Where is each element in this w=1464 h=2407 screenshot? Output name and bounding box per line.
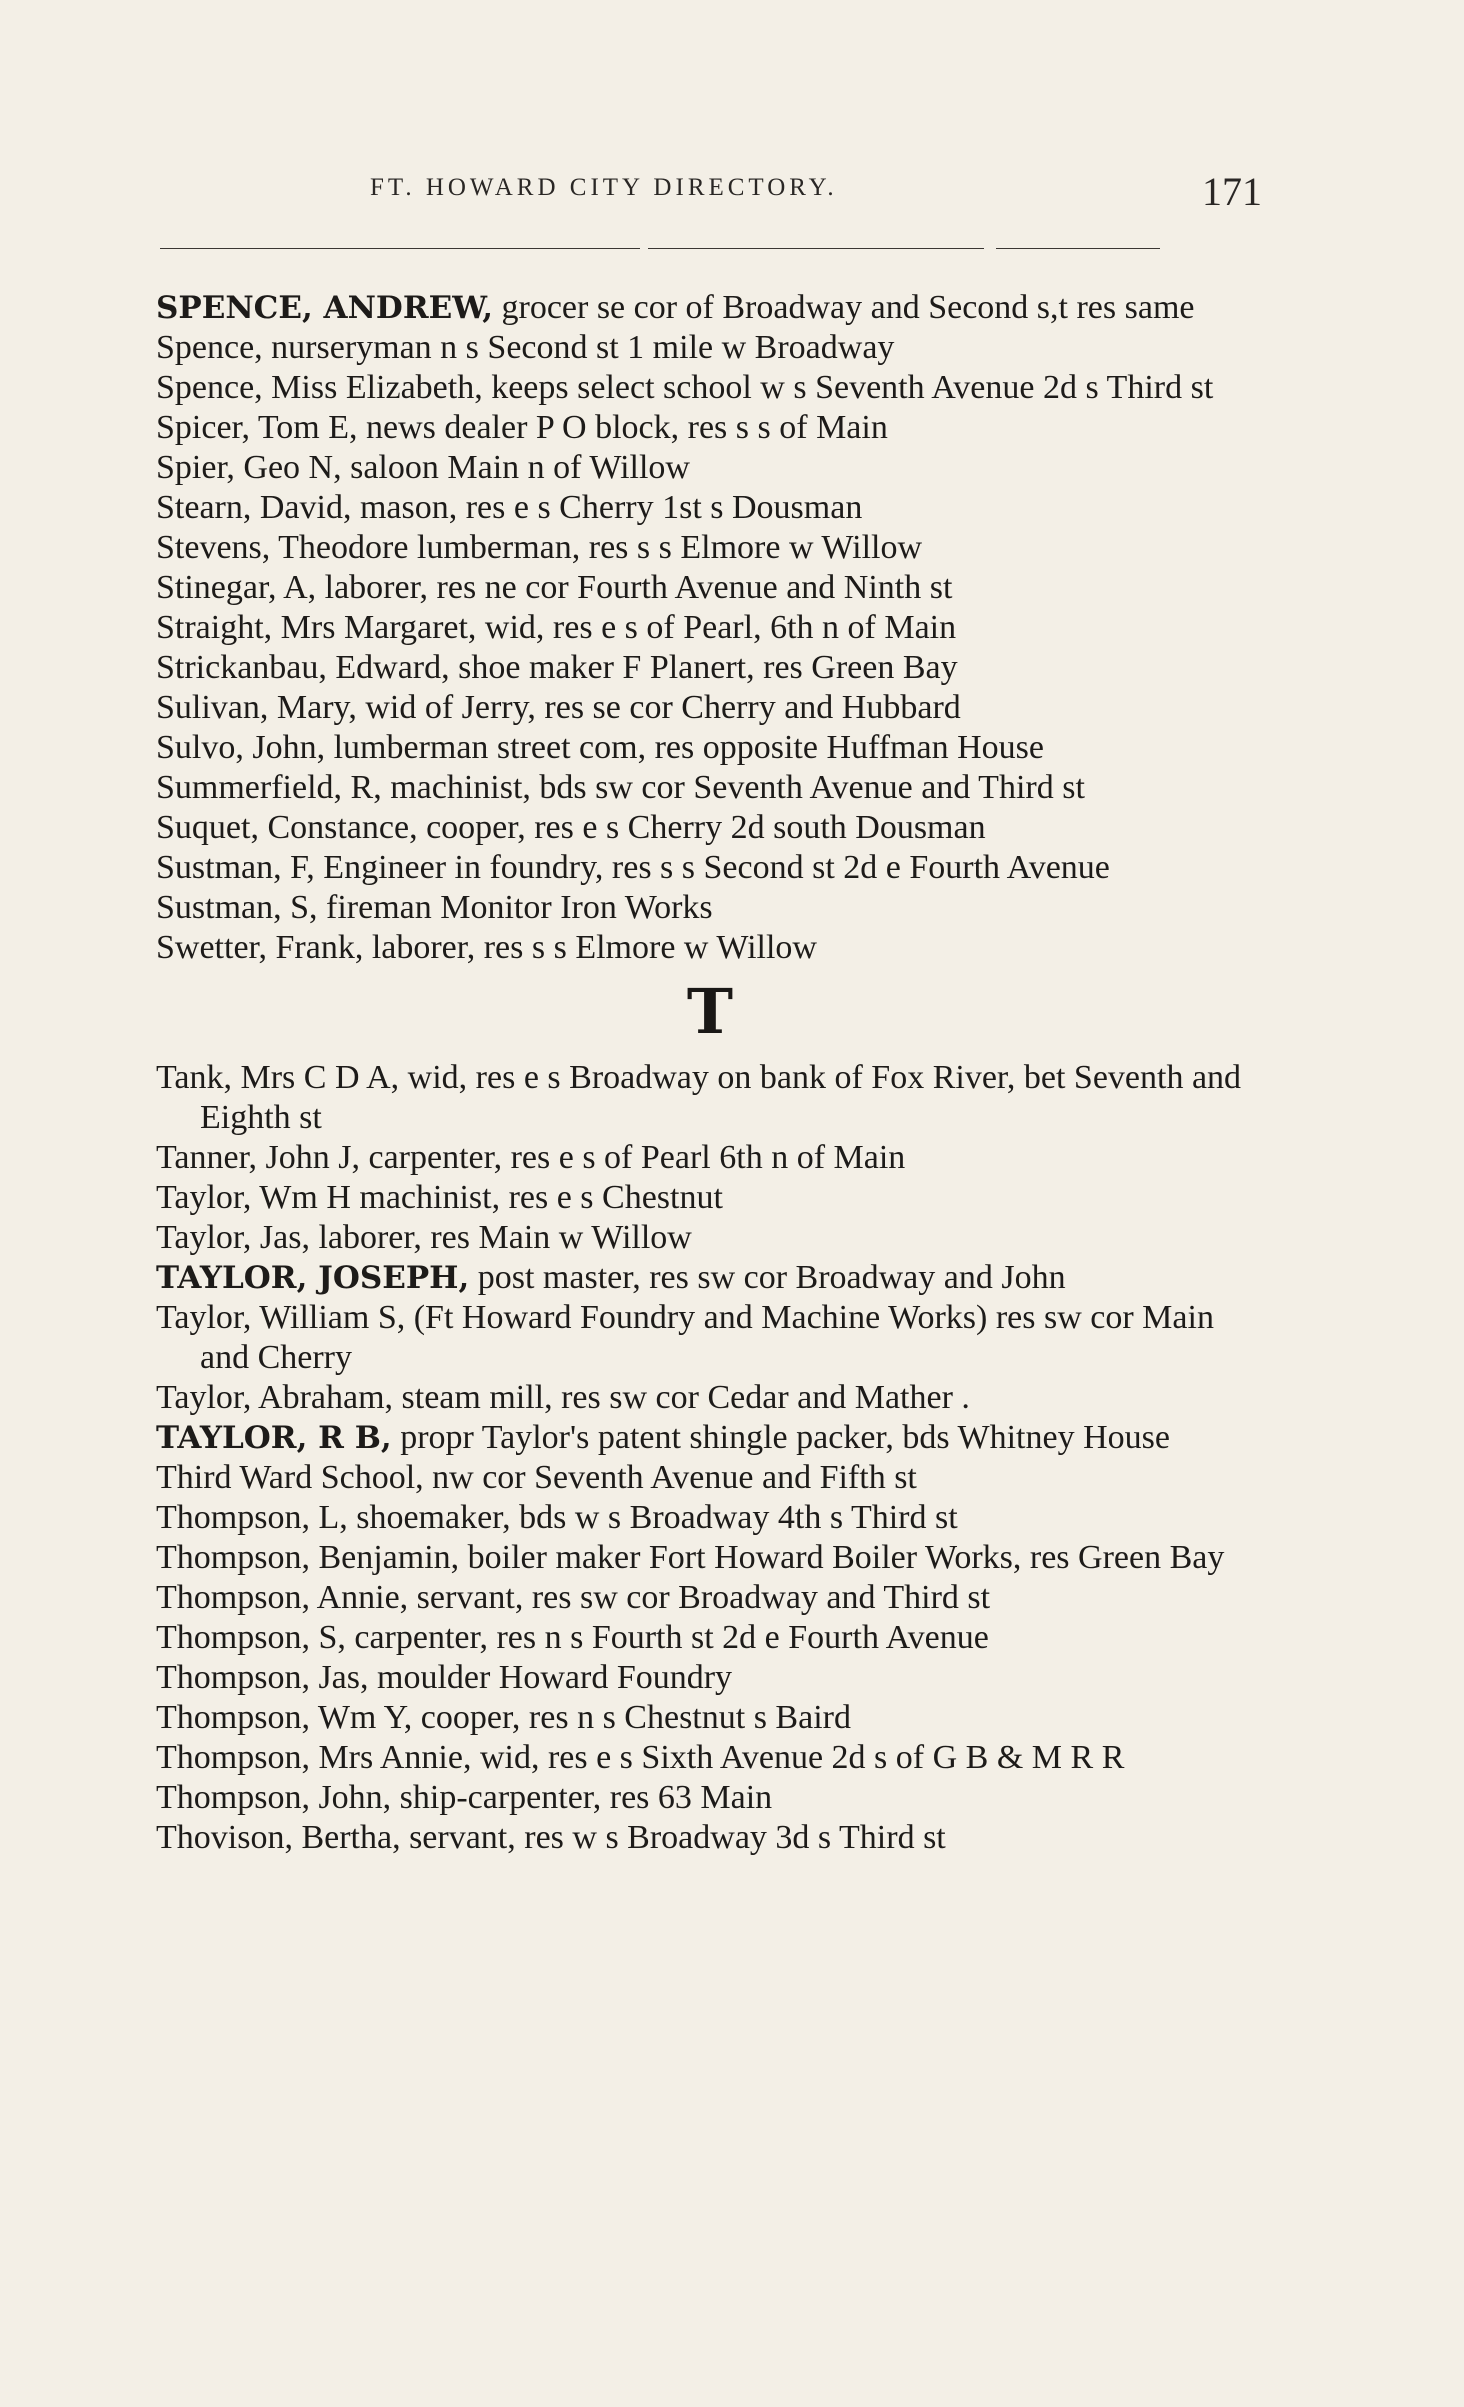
entry-text: Thovison, Bertha, servant, res w s Broadway 3d s Third st — [156, 1819, 946, 1856]
directory-entry — [156, 1298, 1266, 1378]
header-rule — [648, 248, 984, 249]
entry-text: Taylor, Wm H machinist, res e s Chestnut — [156, 1179, 723, 1216]
entry-text: Stevens, Theodore lumberman, res s s Elmore w Willow — [156, 529, 923, 566]
directory-entry — [156, 1658, 1266, 1698]
directory-entry — [156, 288, 1266, 328]
directory-entry — [156, 608, 1266, 648]
directory-entry — [156, 1818, 1266, 1858]
entry-text: Thompson, Mrs Annie, wid, res e s Sixth Avenue 2d s of G B & M R R — [156, 1739, 1125, 1776]
entry-text: Thompson, Wm Y, cooper, res n s Chestnut s Baird — [156, 1699, 851, 1736]
directory-entry — [156, 488, 1266, 528]
directory-entry — [156, 1418, 1266, 1458]
section-s-list — [156, 288, 1266, 968]
entry-text: Stinegar, A, laborer, res ne cor Fourth Avenue and Ninth st — [156, 569, 953, 606]
entry-text: Thompson, Annie, servant, res sw cor Broadway and Third st — [156, 1579, 991, 1616]
entry-text: Taylor, Abraham, steam mill, res sw cor Cedar and Mather . — [156, 1379, 970, 1416]
directory-entry — [156, 568, 1266, 608]
directory-entry — [156, 1458, 1266, 1498]
directory-entry — [156, 1498, 1266, 1538]
directory-entry — [156, 768, 1266, 808]
running-title: FT. HOWARD CITY DIRECTORY. — [370, 174, 838, 201]
entry-text: Tanner, John J, carpenter, res e s of Pearl 6th n of Main — [156, 1139, 906, 1176]
entry-text: Summerfield, R, machinist, bds sw cor Seventh Avenue and Third st — [156, 769, 1085, 806]
header-rule — [160, 248, 640, 249]
entry-name-bold: SPENCE, ANDREW, — [156, 290, 493, 326]
entry-text: Spicer, Tom E, news dealer P O block, res s s of Main — [156, 409, 888, 446]
directory-entry — [156, 1698, 1266, 1738]
entry-text: Sulvo, John, lumberman street com, res opposite Huffman House — [156, 729, 1044, 766]
entry-text: Thompson, L, shoemaker, bds w s Broadway 4th s Third st — [156, 1499, 958, 1536]
entry-text: Straight, Mrs Margaret, wid, res e s of Pearl, 6th n of Main — [156, 609, 957, 646]
entry-text: Thompson, S, carpenter, res n s Fourth st 2d e Fourth Avenue — [156, 1619, 989, 1656]
directory-entry — [156, 688, 1266, 728]
header-rule — [996, 248, 1160, 249]
entry-text: Swetter, Frank, laborer, res s s Elmore w Willow — [156, 929, 817, 966]
directory-entry — [156, 928, 1266, 968]
directory-entry — [156, 1258, 1266, 1298]
directory-entry — [156, 648, 1266, 688]
entry-text: Thompson, John, ship-carpenter, res 63 Main — [156, 1779, 773, 1816]
page-number: 171 — [1202, 169, 1262, 214]
entry-text: Sustman, F, Engineer in foundry, res s s Second st 2d e Fourth Avenue — [156, 849, 1110, 886]
directory-entry — [156, 1218, 1266, 1258]
section-letter-heading: T — [686, 975, 736, 1048]
directory-entry — [156, 1178, 1266, 1218]
directory-entry — [156, 1138, 1266, 1178]
directory-entry — [156, 1738, 1266, 1778]
entry-text: Strickanbau, Edward, shoe maker F Planert, res Green Bay — [156, 649, 958, 686]
entry-text: Taylor, William S, (Ft Howard Foundry and Machine Works) res sw cor Main and Cherry — [156, 1299, 1214, 1376]
entry-name-bold: TAYLOR, JOSEPH, — [156, 1260, 470, 1296]
entry-text: Sulivan, Mary, wid of Jerry, res se cor Cherry and Hubbard — [156, 689, 961, 726]
directory-entry — [156, 408, 1266, 448]
directory-entry — [156, 728, 1266, 768]
directory-entry — [156, 888, 1266, 928]
entry-text: Tank, Mrs C D A, wid, res e s Broadway on bank of Fox River, bet Seventh and Eighth st — [156, 1059, 1242, 1136]
directory-entry — [156, 1378, 1266, 1418]
directory-entries — [156, 288, 1266, 1858]
directory-entry — [156, 328, 1266, 368]
entry-text: grocer se cor of Broadway and Second s,t res same — [493, 289, 1195, 326]
directory-entry — [156, 1778, 1266, 1818]
directory-entry — [156, 1578, 1266, 1618]
directory-entry — [156, 848, 1266, 888]
entry-text: Taylor, Jas, laborer, res Main w Willow — [156, 1219, 692, 1256]
directory-entry — [156, 448, 1266, 488]
directory-entry — [156, 1618, 1266, 1658]
entry-text: Spence, Miss Elizabeth, keeps select school w s Seventh Avenue 2d s Third st — [156, 369, 1214, 406]
entry-text: Spier, Geo N, saloon Main n of Willow — [156, 449, 690, 486]
running-head — [0, 168, 1464, 212]
directory-entry — [156, 1058, 1266, 1138]
directory-entry — [156, 368, 1266, 408]
entry-text: Thompson, Benjamin, boiler maker Fort Howard Boiler Works, res Green Bay — [156, 1539, 1225, 1576]
directory-entry — [156, 1538, 1266, 1578]
entry-text: Thompson, Jas, moulder Howard Foundry — [156, 1659, 733, 1696]
directory-entry — [156, 808, 1266, 848]
entry-name-bold: TAYLOR, R B, — [156, 1420, 392, 1456]
entry-text: Stearn, David, mason, res e s Cherry 1st s Dousman — [156, 489, 863, 526]
entry-text: Sustman, S, fireman Monitor Iron Works — [156, 889, 713, 926]
directory-entry — [156, 528, 1266, 568]
entry-text: post master, res sw cor Broadway and John — [469, 1259, 1066, 1296]
section-t-list — [156, 1058, 1266, 1858]
entry-text: Suquet, Constance, cooper, res e s Cherry 2d south Dousman — [156, 809, 986, 846]
entry-text: Third Ward School, nw cor Seventh Avenue and Fifth st — [156, 1459, 917, 1496]
entry-text: propr Taylor's patent shingle packer, bds Whitney House — [391, 1419, 1170, 1456]
entry-text: Spence, nurseryman n s Second st 1 mile w Broadway — [156, 329, 895, 366]
